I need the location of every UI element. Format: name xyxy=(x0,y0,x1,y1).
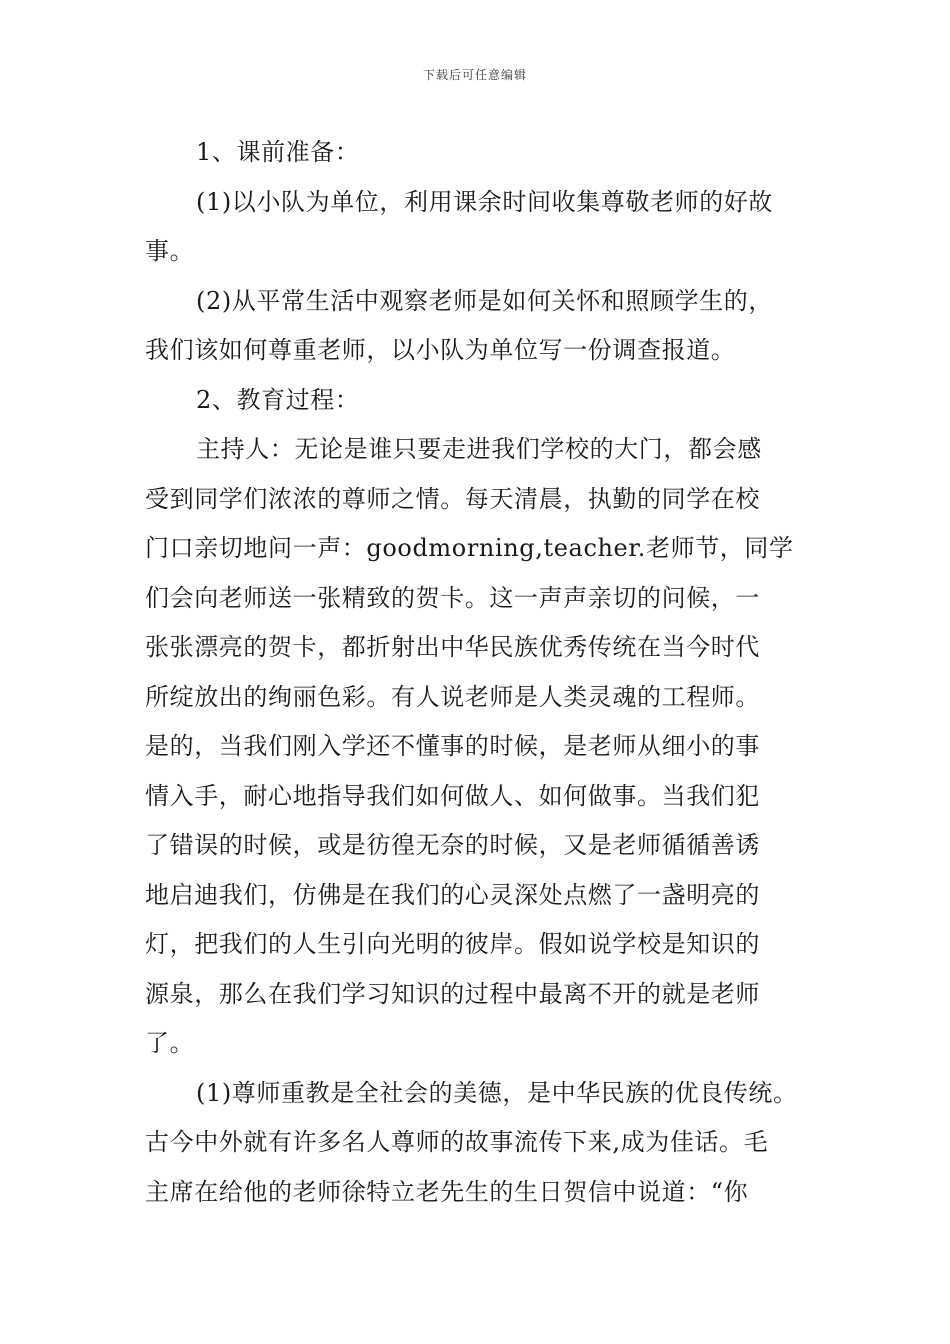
text-line: 灯，把我们的人生引向光明的彼岸。假如说学校是知识的 xyxy=(145,930,760,958)
text-line: 主持人：无论是谁只要走进我们学校的大门，都会感 xyxy=(196,435,762,463)
page-header: 下载后可任意编辑 xyxy=(422,68,527,82)
text-line: (1)尊师重教是全社会的美德，是中华民族的优良传统。 xyxy=(196,1078,798,1107)
text-line: 古今中外就有许多名人尊师的故事流传下来,成为佳话。毛 xyxy=(145,1128,769,1156)
text-line: 所绽放出的绚丽色彩。有人说老师是人类灵魂的工程师。 xyxy=(145,682,760,711)
text-line: 1、课前准备： xyxy=(196,138,360,166)
text-line: 事。 xyxy=(145,237,195,265)
text-line: 了。 xyxy=(145,1029,195,1057)
text-line: 2、教育过程： xyxy=(196,385,360,414)
text-line: 张张漂亮的贺卡，都折射出中华民族优秀传统在当今时代 xyxy=(145,633,760,661)
text-line: 情入手，耐心地指导我们如何做人、如何做事。当我们犯 xyxy=(145,781,760,810)
text-line: 源泉，那么在我们学习知识的过程中最离不开的就是老师 xyxy=(145,979,760,1008)
text-line: 门口亲切地问一声：goodmorning,teacher.老师节，同学 xyxy=(145,534,794,562)
text-line: 了错误的时候，或是彷徨无奈的时候，又是老师循循善诱 xyxy=(145,831,760,859)
text-line: (1)以小队为单位，利用课余时间收集尊敬老师的好故 xyxy=(196,187,773,216)
document-body xyxy=(145,128,815,1217)
text-line: 是的，当我们刚入学还不懂事的时候，是老师从细小的事 xyxy=(145,732,760,760)
text-line: 地启迪我们，仿佛是在我们的心灵深处点燃了一盏明亮的 xyxy=(145,880,760,909)
text-line: 我们该如何尊重老师，以小队为单位写一份调查报道。 xyxy=(145,336,736,364)
text-line: 主席在给他的老师徐特立老先生的生日贺信中说道：“你 xyxy=(145,1177,749,1206)
text-line: 受到同学们浓浓的尊师之情。每天清晨，执勤的同学在校 xyxy=(145,484,760,513)
text-line: (2)从平常生活中观察老师是如何关怀和照顾学生的， xyxy=(196,286,773,315)
text-line: 们会向老师送一张精致的贺卡。这一声声亲切的问候，一 xyxy=(145,583,760,612)
